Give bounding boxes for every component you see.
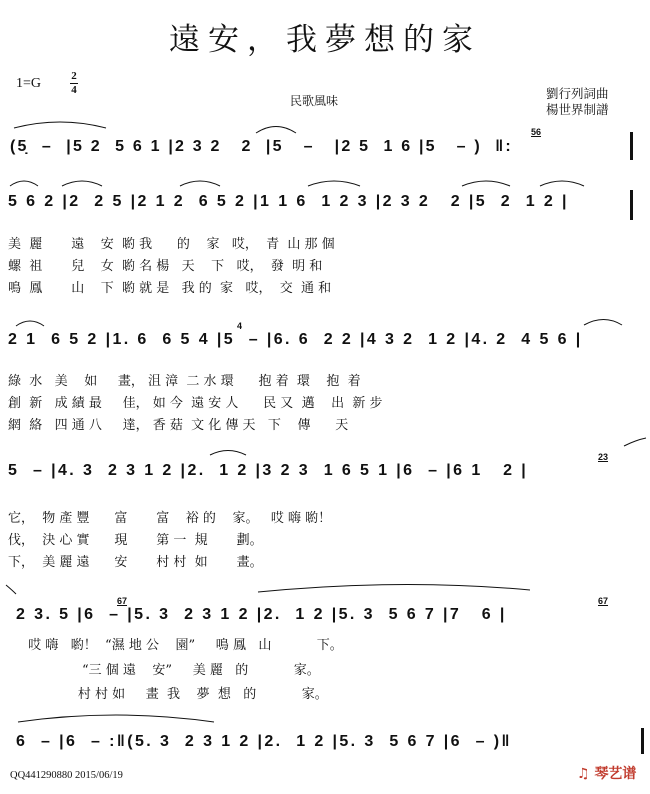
notation-row-5: 2 3. 5 |6 – |5. 3 2 3 1 2 |2. 1 2 |5. 3 5 6 7 |7 6 | — [16, 606, 507, 623]
lyric-row-2-verse-1: 美 麗 遠 安 喲 我 的 家 哎， 青 山 那 個 — [8, 237, 335, 252]
notation-row-6: 6 – |6 – :‖(5. 3 2 3 1 2 |2. 1 2 |5. 3 5 6 7 |6 – )‖ — [16, 733, 512, 750]
lyric-row-5-verse-3: 村 村 如 畫 我 夢 想 的 家。 — [20, 687, 328, 702]
lyric-row-3-verse-3: 網 絡 四 通 八 達， 香 菇 文 化 傳 天 下 傳 天 — [8, 418, 349, 433]
lyric-row-5-verse-1: 哎 嗨 喲！ “濕 地 公 園” 鳴 鳳 山 下。 — [20, 638, 343, 653]
logo-text: 琴艺谱 — [594, 766, 637, 782]
lyric-row-4-verse-3: 下， 美 麗 遠 安 村 村 如 畫。 — [8, 555, 263, 570]
notation-row-1: (5̣ – |5 2 5 6 1 |2 3 2 2 |5 – |2 5 1 6 |5 – ) ‖: — [10, 138, 513, 155]
key-signature: 1=G — [16, 76, 42, 91]
footer-qq-date: QQ441290880 2015/06/19 — [10, 770, 123, 781]
lyric-row-3-verse-1: 綠 水 美 如 畫， 沮 漳 二 水 環 抱 着 環 抱 着 — [8, 374, 361, 389]
lyric-row-2-verse-3: 鳴 鳳 山 下 喲 就 是 我 的 家 哎， 交 通 和 — [8, 281, 332, 296]
song-title: 遠安，我夢想的家 — [169, 22, 481, 58]
grace-note-1: 56 — [531, 127, 542, 137]
notation-row-2: 5 6 2 |2 2 5 |2 1 2 6 5 2 |1 1 6 1 2 3 |2 3 2 2 |5 2 1 2 | — [8, 193, 569, 210]
logo-icon: ♫ — [577, 766, 590, 782]
lyric-row-4-verse-1: 它， 物 產 豐 富 富 裕 的 家。 哎 嗨 喲！ — [8, 511, 332, 526]
meter-bottom: 4 — [71, 84, 77, 96]
grace-note-4: 67 — [117, 596, 128, 606]
notation-row-3: 2 1 6 5 2 |1. 6 6 5 4 |5 – |6. 6 2 2 |4 3 2 1 2 |4. 2 4 5 6 | — [8, 331, 583, 348]
lyric-row-3-verse-2: 創 新 成 績 最 佳， 如 今 遠 安 人 民 又 邁 出 新 步 — [8, 396, 383, 411]
lyric-row-5-verse-2: “三 個 遠 安” 美 麗 的 家。 — [20, 663, 320, 678]
grace-note-2: 4 — [237, 321, 243, 331]
lyric-row-2-verse-2: 螺 祖 兒 女 喲 名 楊 天 下 哎， 發 明 和 — [8, 259, 323, 274]
style-mark: 民歌風味 — [290, 94, 339, 108]
meter-top: 2 — [71, 70, 77, 82]
lyric-row-4-verse-2: 伐， 決 心 實 現 第 一 規 劃。 — [8, 533, 263, 548]
notation-row-4: 5 – |4. 3 2 3 1 2 |2. 1 2 |3 2 3 1 6 5 1 |6 – |6 1 2 | — [8, 462, 529, 479]
composer-credit: 劉行列詞曲 — [546, 86, 609, 101]
transcriber-credit: 楊世界制譜 — [546, 102, 609, 117]
grace-note-5: 67 — [598, 596, 609, 606]
grace-note-3: 23 — [598, 452, 609, 462]
site-logo — [577, 763, 636, 783]
